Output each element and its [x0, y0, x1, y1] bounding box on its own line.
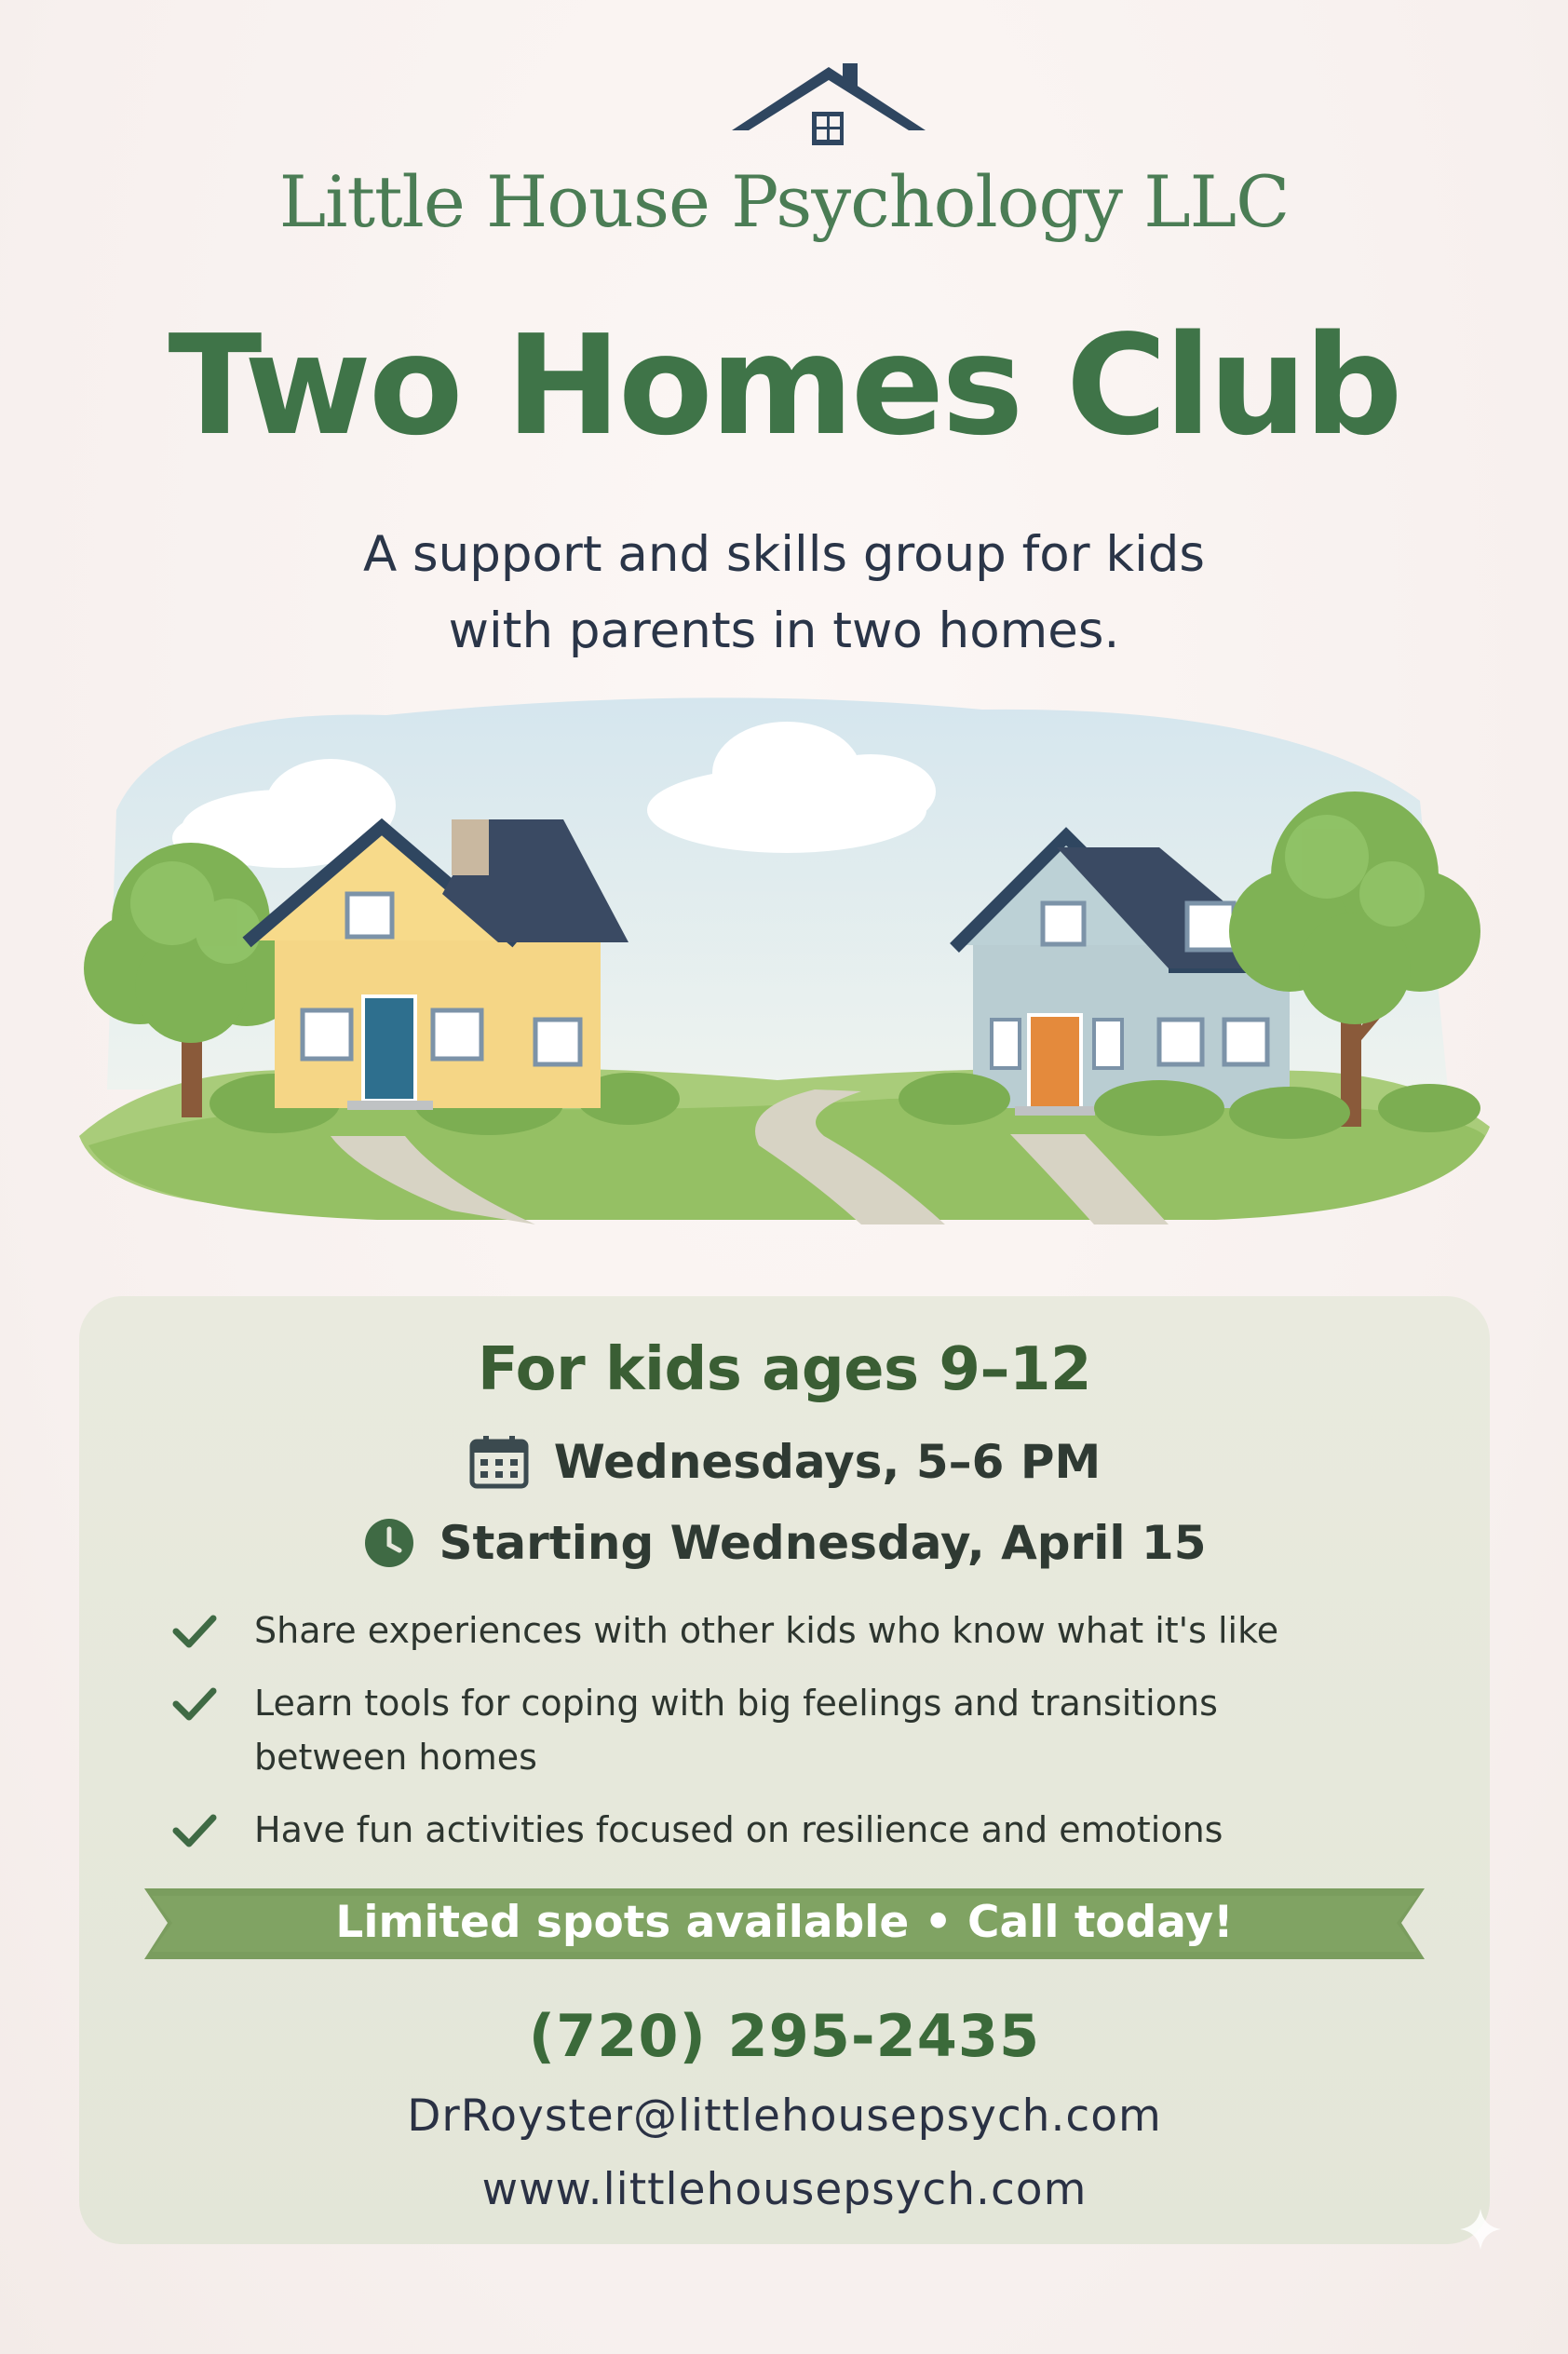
page-title: Two Homes Club [168, 305, 1400, 466]
list-item [172, 1676, 1457, 1784]
call-to-action-banner [144, 1883, 1425, 1963]
age-range: For kids ages 9–12 [478, 1335, 1091, 1404]
list-item-line: Share experiences with other kids who know what it's like [254, 1610, 1279, 1651]
schedule-text: Wednesdays, 5–6 PM [553, 1435, 1102, 1489]
subtitle [0, 517, 1568, 670]
banner-text: Limited spots available • Call today! [335, 1897, 1234, 1948]
two-houses-illustration [51, 689, 1504, 1248]
subtitle-line-2: with parents in two homes. [448, 602, 1120, 659]
list-item-line: between homes [254, 1737, 537, 1778]
schedule-row [79, 1434, 1490, 1490]
list-item-line: Have fun activities focused on resilience and emotions [254, 1809, 1223, 1850]
check-icon [172, 1685, 217, 1723]
website-link[interactable]: www.littlehousepsych.com [481, 2164, 1088, 2215]
practice-name: Little House Psychology LLC [278, 160, 1290, 243]
benefit-list [172, 1603, 1457, 1875]
clock-icon [363, 1517, 415, 1569]
start-row [79, 1516, 1490, 1570]
start-text: Starting Wednesday, April 15 [439, 1516, 1207, 1570]
sparkle-icon [1458, 2207, 1503, 2252]
list-item [172, 1603, 1457, 1657]
list-item [172, 1803, 1457, 1857]
check-icon [172, 1613, 217, 1650]
house-logo-icon [726, 58, 931, 151]
calendar-icon [468, 1434, 530, 1490]
info-card [79, 1296, 1490, 2244]
email-address[interactable]: DrRoyster@littlehousepsych.com [407, 2090, 1162, 2142]
phone-number[interactable]: (720) 295-2435 [528, 2002, 1041, 2070]
subtitle-line-1: A support and skills group for kids [362, 526, 1206, 583]
list-item-line: Learn tools for coping with big feelings and transitions [254, 1683, 1218, 1724]
check-icon [172, 1812, 217, 1849]
